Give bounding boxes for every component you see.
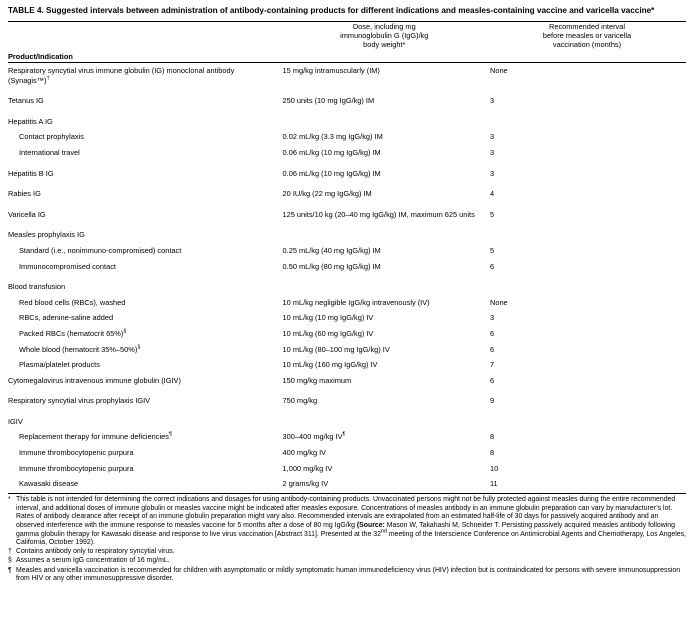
- cell-product-indication: Blood transfusion: [8, 282, 66, 292]
- cell-interval: None: [490, 66, 508, 76]
- header-dose-line1: Dose, including mg: [352, 21, 416, 31]
- cell-product-indication: Kawasaki disease: [19, 479, 79, 489]
- table-row: [8, 445, 686, 461]
- table-row: [8, 114, 686, 130]
- table-row: [8, 63, 686, 89]
- footnote-text: This table is not intended for determining the correct indications and dosages for using antibody-containing products. Unvaccinated persons might not be fully protected against measles during the entire recommended interval, and additional doses of immune globulin or measles vaccine might be indicated after measles exposure. Concentrations of measles antibody in an immune globulin preparation can vary by manufacturer’s lot. Rates of antibody clearance after receipt of an immune globulin preparation might vary also. Recommended intervals are extrapolated from an estimated half-life of 30 days for passively acquired antibody and an observed interference with the immune response to measles vaccine for 5 months after a dose of 80 mg IgG/kg: [16, 496, 676, 530]
- cell-product-indication: Immunocompromised contact: [19, 261, 116, 271]
- footnote-marker: †: [46, 75, 50, 82]
- cell-product-indication: Packed RBCs (hematocrit 65%)§: [19, 328, 127, 338]
- table-row: [8, 461, 686, 477]
- table-header: [8, 22, 686, 63]
- cell-product-indication: Replacement therapy for immune deficiencies¶: [19, 432, 172, 442]
- footnote-text: Assumes a serum IgG concentration of 16 mg/mL.: [16, 557, 170, 565]
- cell-product-indication: Immune thrombocytopenic purpura: [19, 448, 134, 458]
- footnote-marker: §: [137, 344, 141, 351]
- footnote-marker: ¶: [168, 432, 172, 438]
- cell-dose: 0.06 mL/kg (10 mg IgG/kg) IM: [282, 147, 381, 157]
- cell-product-indication: IGIV: [8, 416, 23, 426]
- cell-interval: [488, 114, 686, 130]
- cell-dose: 15 mg/kg intramuscularly (IM): [282, 66, 380, 76]
- footnote-text: Measles and varicella vaccination is recommended for children with asymptomatic or mildly symptomatic human immunodeficiency virus (HIV) infection but is contraindicated for persons with severe immunosuppression from HIV or any other immunosuppressive disorder.: [16, 566, 681, 583]
- suggested-intervals-table: [8, 22, 686, 492]
- cell-dose: 150 mg/kg maximum: [282, 375, 352, 385]
- table-row: [8, 357, 686, 373]
- cell-product-indication: Hepatitis A IG: [8, 116, 53, 126]
- table-row: [8, 243, 686, 259]
- cell-product-indication: Plasma/platelet products: [19, 360, 100, 370]
- cell-dose: 0.25 mL/kg (40 mg IgG/kg) IM: [282, 245, 381, 255]
- table-header-row-product: [8, 49, 686, 63]
- header-blank-cell: [8, 22, 281, 49]
- cell-dose: 2 grams/kg IV: [282, 479, 329, 489]
- table-row: [8, 295, 686, 311]
- cell-dose: 1,000 mg/kg IV: [282, 463, 333, 473]
- table-row: [8, 310, 686, 326]
- cell-dose: 0.50 mL/kg (80 mg IgG/kg) IM: [282, 261, 381, 271]
- table-row: [8, 429, 686, 445]
- cell-interval: 3: [490, 313, 495, 323]
- cell-dose: [281, 279, 488, 295]
- cell-product-indication: Whole blood (hematocrit 35%–50%)§: [19, 344, 141, 354]
- table-row: [8, 279, 686, 295]
- header-interval-line2: before measles or varicella: [542, 30, 632, 40]
- table-row: [8, 341, 686, 357]
- cell-product-indication: Respiratory syncytial virus prophylaxis IGIV: [8, 396, 151, 406]
- cell-dose: 300–400 mg/kg IV¶: [282, 432, 346, 442]
- cell-dose: [281, 414, 488, 430]
- cell-product-indication: Varicella IG: [8, 209, 46, 219]
- header-product-indication: Product/Indication: [8, 49, 281, 63]
- table-row: [8, 393, 686, 409]
- header-dose-underline: [281, 49, 488, 63]
- cell-interval: 5: [490, 245, 495, 255]
- cell-interval: 6: [490, 261, 495, 271]
- footnote-text: nd: [380, 528, 387, 535]
- table-row: [8, 207, 686, 223]
- cell-dose: 0.06 mL/kg (10 mg IgG/kg) IM: [282, 168, 381, 178]
- cell-dose: 125 units/10 kg (20–40 mg IgG/kg) IM, maximum 625 units: [282, 209, 475, 219]
- cell-product-indication: Tetanus IG: [8, 96, 44, 106]
- cell-product-indication: Respiratory syncytial virus immune globulin (IG) monoclonal antibody (Synagis™)†: [8, 66, 235, 85]
- cell-interval: 9: [490, 396, 495, 406]
- cell-interval: 3: [490, 96, 495, 106]
- table-row: [8, 476, 686, 492]
- cell-dose: [281, 114, 488, 130]
- cell-interval: 7: [490, 360, 495, 370]
- cell-product-indication: Standard (i.e., nonimmuno-compromised) contact: [19, 245, 182, 255]
- cell-dose: 250 units (10 mg IgG/kg) IM: [282, 96, 375, 106]
- cell-interval: 8: [490, 432, 495, 442]
- cell-product-indication: Hepatitis B IG: [8, 168, 54, 178]
- cell-product-indication: International travel: [19, 147, 80, 157]
- footnotes-block: [8, 496, 686, 583]
- table-row: [8, 93, 686, 109]
- footnote-text: (Source:: [356, 522, 385, 530]
- header-interval-line3: vaccination (months): [552, 39, 622, 49]
- table-row: [8, 129, 686, 145]
- footnote-marker: §: [123, 328, 127, 335]
- table-row: [8, 414, 686, 430]
- table-row: [8, 145, 686, 161]
- cell-dose: 10 mL/kg (10 mg IgG/kg) IV: [282, 313, 374, 323]
- cell-interval: 10: [490, 463, 499, 473]
- table-row: [8, 227, 686, 243]
- table-row: [8, 258, 686, 274]
- cell-interval: [488, 279, 686, 295]
- header-interval-line1: Recommended interval: [549, 21, 625, 31]
- cell-interval: [488, 414, 686, 430]
- footnote: [8, 567, 686, 584]
- cell-dose: 20 IU/kg (22 mg IgG/kg) IM: [282, 189, 372, 199]
- cell-interval: 6: [490, 328, 495, 338]
- header-interval-block: [488, 22, 686, 49]
- footnote-marker: †: [8, 548, 12, 556]
- cell-interval: 11: [490, 479, 498, 489]
- cell-interval: 8: [490, 448, 495, 458]
- table-title: TABLE 4. Suggested intervals between administration of antibody-containing products for different indications and measles-containing vaccine and varicella vaccine*: [8, 6, 655, 15]
- header-dose-block: [281, 22, 488, 49]
- cell-interval: 3: [490, 147, 495, 157]
- cell-dose: 10 mL/kg (160 mg IgG/kg) IV: [282, 360, 378, 370]
- footnote-marker: ¶: [342, 432, 346, 438]
- cell-product-indication: RBCs, adenine-saline added: [19, 313, 114, 323]
- cell-dose: [281, 227, 488, 243]
- cell-dose: 10 mL/kg (60 mg IgG/kg) IV: [282, 328, 374, 338]
- cell-product-indication: Immune thrombocytopenic purpura: [19, 463, 134, 473]
- cell-dose: 400 mg/kg IV: [282, 448, 327, 458]
- table-row: [8, 186, 686, 202]
- footnote-text: Mason W, Takahashi M, Schneider T. Persisting passively acquired measles antibody following gamma globulin therapy for Kawasaki disease and response to live virus vaccination [Abstract 311]. Presented at the 32: [16, 522, 675, 538]
- cell-product-indication: Measles prophylaxis IG: [8, 230, 85, 240]
- table-row: [8, 373, 686, 389]
- cell-product-indication: Rabies IG: [8, 189, 41, 199]
- cell-product-indication: Contact prophylaxis: [19, 132, 84, 142]
- header-interval-underline: [488, 49, 686, 63]
- footnote-marker: §: [8, 557, 12, 565]
- cell-interval: None: [490, 297, 508, 307]
- cell-interval: 3: [490, 132, 495, 142]
- footnote: [8, 548, 686, 557]
- cell-dose: 10 mL/kg negligible IgG/kg intravenously (IV): [282, 297, 430, 307]
- cell-interval: [488, 227, 686, 243]
- footnote-text: meeting of the Interscience Conference on Antimicrobial Agents and Chemotherapy, Los Angeles, California, October 1992).: [16, 530, 686, 547]
- table-header-row-dose: [8, 22, 686, 49]
- header-dose-line2: immunoglobulin G (IgG)/kg: [340, 30, 429, 40]
- table-row: [8, 165, 686, 181]
- footnote-text: Contains antibody only to respiratory syncytial virus.: [16, 548, 175, 556]
- cell-dose: 0.02 mL/kg (3.3 mg IgG/kg) IM: [282, 132, 383, 142]
- table-row: [8, 326, 686, 342]
- cell-interval: 5: [490, 209, 495, 219]
- cell-interval: 3: [490, 168, 495, 178]
- cell-product-indication: Red blood cells (RBCs), washed: [19, 297, 126, 307]
- cell-product-indication: Cytomegalovirus intravenous immune globulin (IGIV): [8, 375, 181, 385]
- cell-interval: 4: [490, 189, 495, 199]
- cell-interval: 6: [490, 344, 495, 354]
- footnote: [8, 496, 686, 548]
- header-dose-line3: body weight*: [363, 39, 406, 49]
- cell-interval: 6: [490, 375, 495, 385]
- table-bottom-rule: [8, 493, 686, 494]
- footnote: [8, 557, 686, 566]
- table-body: [8, 63, 686, 492]
- cell-dose: 750 mg/kg: [282, 396, 318, 406]
- footnote-marker: *: [8, 496, 11, 504]
- cell-dose: 10 mL/kg (80–100 mg IgG/kg) IV: [282, 344, 390, 354]
- footnote-marker: ¶: [8, 566, 12, 574]
